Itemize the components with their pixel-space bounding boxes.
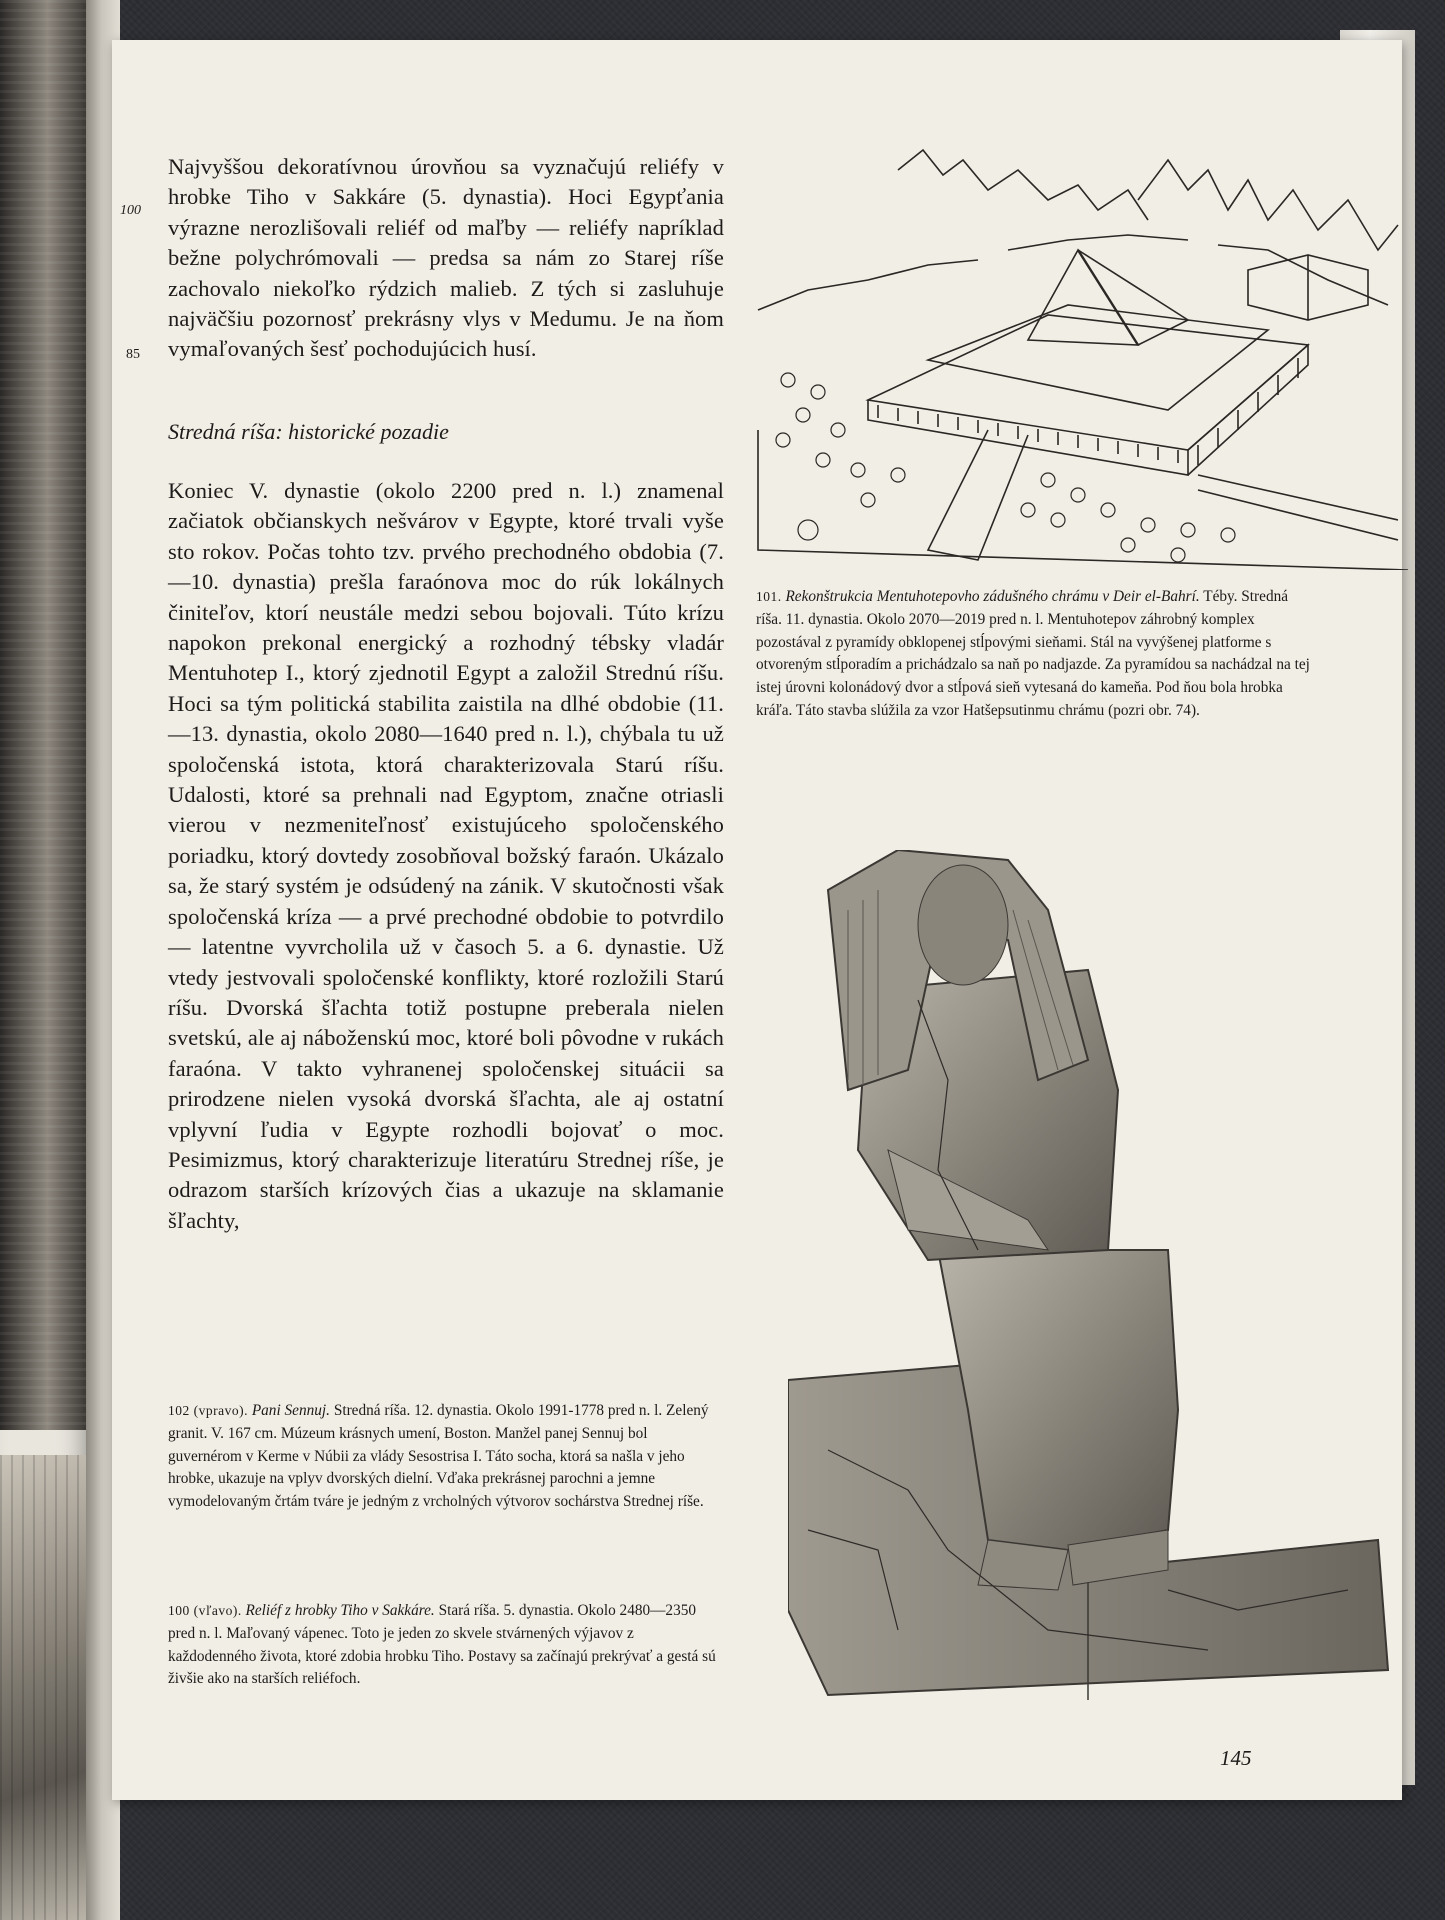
book-page xyxy=(112,40,1402,1800)
main-paragraph: Koniec V. dynastie (okolo 2200 pred n. l.) znamenal začiatok občianskych nešvárov v Egypte, ktoré trvali vyše sto rokov. Počas tohto tzv. prvého prechodného obdobia (7.—10. dynastia) prešla faraónova moc do rúk lokálnych činiteľov, ktorí neustále medzi sebou bojovali. Túto krízu napokon prekonal energický a rozhodný tébsky vladár Mentuhotep I., ktorý zjednotil Egypt a založil Strednú ríšu. Hoci sa tým politická stabilita zaistila na dlhé obdobie (11.—13. dynastia, okolo 2080—1640 pred n. l.), chýbala tu už spoločenská istota, ktorá charakterizovala Starú ríšu. Udalosti, ktoré sa prehnali nad Egyptom, značne otriasli vierou v nezmeniteľnosť existujúceho spoločenského poriadku, ktorý dovtedy zosobňoval božský faraón. Ukázalo sa, že starý systém je odsúdený na zánik. V skutočnosti však spoločenská kríza — a prvé prechodné obdobie to potvrdilo — latentne vyvrcholila už v časoch 5. a 6. dynastie. Už vtedy jestvovali spoločenské konflikty, ktoré rozložili Starú ríšu. Dvorská šľachta totiž postupne preberala nielen svetskú, ale aj náboženskú moc, ktoré boli pôvodne v rukách faraóna. V takto vyhranenej spoločenskej situácii sa prirodzene nielen vysoká dvorská šľachta, ale aj ostatní vplyvní ľudia v Egypte rozhodli bojovať o moc. Pesimizmus, ktorý charakterizuje literatúru Strednej ríše, je odrazom starších krízových čias a ukazuje na sklamanie šľachty, xyxy=(168,478,724,1233)
left-relief-photo xyxy=(0,1455,86,1920)
caption-101-number: 101. xyxy=(756,589,782,604)
caption-101-title: Rekonštrukcia Mentuhotepovho zádušného chrámu v Deir el-Bahrí. xyxy=(785,588,1200,605)
caption-101-text: Téby. Stredná ríša. 11. dynastia. Okolo 2070—2019 pred n. l. Mentuhotepov záhrobný komplex pozostával z pyramídy obklopenej stĺpovými sieňami. Stál na vyvýšenej platforme s otvoreným stĺporadím a prichádzalo sa naň po nadjazde. Za pyramídou sa nachádzal na tej istej úrovni kolonádový dvor a stĺpová sieň vytesaná do kameňa. Pod ňou bola hrobka kráľa. Táto stavba slúžila za vzor Hatšepsutinmu chrámu (pozri obr. 74). xyxy=(756,588,1310,719)
page-number: 145 xyxy=(1220,1746,1252,1770)
left-statue-photo xyxy=(0,0,86,1430)
caption-102-title: Pani Sennuj. xyxy=(251,1402,330,1419)
left-facing-page xyxy=(0,0,100,1920)
margin-number-85: 85 xyxy=(126,347,140,362)
caption-102-number: 102 (vpravo). xyxy=(168,1403,248,1418)
caption-102-text: Stredná ríša. 12. dynastia. Okolo 1991-1778 pred n. l. Zelený granit. V. 167 cm. Múzeum krásnych umení, Boston. Manžel panej Sennuj bol guvernérom v Kerme v Núbii za vlády Sesostrisa I. Táto socha, ktorá sa našla v jeho hrobke, ukazuje na vplyv dvorských dielní. Vďaka prekrásnej parochni a jemne vymodelovaným črtám tváre je jedným z vrcholných výtvorov sochárstva Strednej ríše. xyxy=(168,1402,709,1511)
section-heading: Stredná ríša: historické pozadie xyxy=(168,419,449,444)
caption-102 xyxy=(168,1400,718,1514)
caption-101 xyxy=(756,586,1316,723)
statue-sennuj-photo xyxy=(788,850,1398,1700)
caption-100 xyxy=(168,1600,718,1691)
caption-100-text: Stará ríša. 5. dynastia. Okolo 2480—2350 pred n. l. Maľovaný vápenec. Toto je jeden zo skvele stvárnených výjavov z každodenného života, ktoré zdobia hrobku Tiho. Postavy sa začínajú prekrývať a gestá sú živšie ako na starších reliéfoch. xyxy=(168,1602,716,1688)
intro-paragraph: Najvyššou dekoratívnou úrovňou sa vyznačujú reliéfy v hrobke Tiho v Sakkáre (5. dynastia). Hoci Egypťania výrazne nerozlišovali reliéf od maľby — reliéfy napríklad bežne polychrómovali — predsa sa nám zo Starej ríše zachovalo niekoľko rýdzich malieb. Z tých si zasluhuje najväčšiu pozornosť prekrásny vlys v Medumu. Je na ňom vymaľovaných šesť pochodujúcich husí. xyxy=(168,154,724,362)
margin-number-100: 100 xyxy=(120,203,141,218)
caption-100-title: Reliéf z hrobky Tiho v Sakkáre. xyxy=(245,1602,435,1619)
caption-100-number: 100 (vľavo). xyxy=(168,1603,242,1618)
temple-reconstruction-illustration xyxy=(748,130,1408,570)
